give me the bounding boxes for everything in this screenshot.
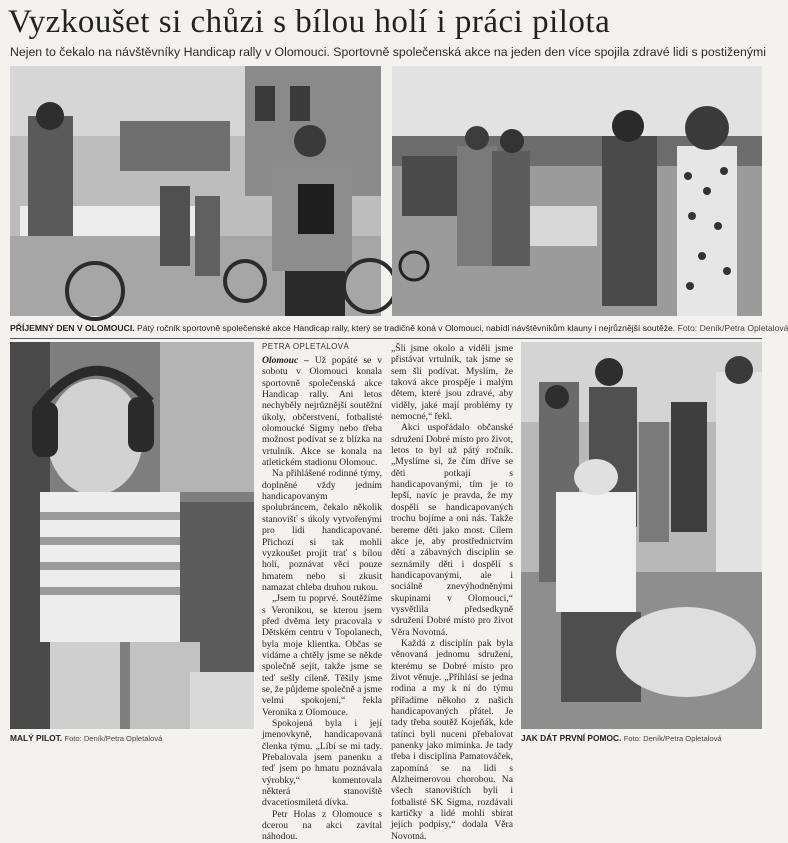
byline: PETRA OPLETALOVÁ — [262, 342, 350, 351]
article-column-1 — [262, 355, 382, 843]
top-caption-text: Pátý ročník sportovně společenské akce Handicap rally, který se tradičně koná v Olomouci, nabídl návštěvníkům klauny i nejrůznější soutěže. — [137, 323, 676, 333]
left-caption-label: MALÝ PILOT. — [10, 733, 63, 743]
photo-rally-stands — [10, 66, 381, 316]
col1-paragraph-4: Spokojená byla i její jmenovkyně, handicapovaná členka týmu. „Líbí se mi tady. Přebalovala jsem panenku a teď jsem po hmatu poznávala výrobky,“ komentovala některá stanoviště dvacetiosmiletá dívka. — [262, 718, 382, 809]
right-photo-caption — [521, 733, 722, 743]
top-caption-label: PŘÍJEMNÝ DEN V OLOMOUCI. — [10, 323, 135, 333]
dateline: Olomouc – — [262, 355, 309, 366]
col2-paragraph-1: „Šli jsme okolo a viděli jsme přistávat vrtulník, tak jsme se sem šli podívat. Myslím, že taková akce prospěje i malým dětem, které jsou zdravé, aby viděly, jaké mají problémy ty nemocné,“ řekl. — [391, 343, 513, 423]
top-caption-credit: Foto: Deník/Petra Opletalová — [677, 323, 788, 333]
article-column-2 — [391, 343, 513, 842]
left-caption-credit: Foto: Deník/Petra Opletalová — [64, 734, 163, 743]
col1-paragraph-1: Už popáté se v sobotu v Olomouci konala sportovně společenská akce Handicap rally. Ani letos nechyběly nejrůznější soutěžní úkoly, občerstvení, fotbalisté olomoucké Sigmy nebo třeba možnost podívat se z blízka na vrtulník. Akce se konala na atletickém stadionu Olomouc. — [262, 355, 382, 469]
col2-paragraph-2: Akci uspořádalo občanské sdružení Dobré místo pro život, letos to byl už pátý ročník. „Myslíme si, že čím dříve se děti potkají s handicapovanými, tím je to lepší, navíc je pravda, že my dospělí se handicapovaných trochu bojíme a oni nás. Takže bereme děti jako most. Cílem akce je, aby prostřednictvím dětí a zábavných disciplín se seznámily děti i dospělí s handicapovanými, ale i sociálně znevýhodněnými skupinami v Olomouci,“ vysvětlila předsedkyně sdružení Dobré místo pro život Věra Novotná. — [391, 422, 513, 638]
col1-paragraph-5: Petr Holas z Olomouce s dcerou na akci zavítal náhodou. — [262, 808, 382, 843]
divider — [10, 338, 762, 339]
photo-little-pilot — [10, 342, 254, 729]
right-caption-label: JAK DÁT PRVNÍ POMOC. — [521, 733, 622, 743]
headline: Vyzkoušet si chůzi s bílou holí i práci pilota — [8, 4, 611, 40]
photo-clowns — [392, 66, 762, 316]
col1-paragraph-3: „Jsem tu poprvé. Soutěžíme s Veronikou, se kterou jsem před dvěma lety pracovala v Dětském centru v Topolanech, byla moje klientka. Občas se vídáme a chtěly jsme se někde společně sejít, takže jsme se teď sešly cíleně. Těšily jsme se, že půjdeme společně a jsme velmi spokojeni,“ řekla Veronika z Olomouce. — [262, 593, 382, 718]
col2-paragraph-3: Každá z disciplín pak byla věnovaná jednomu sdružení, kterému se Dobré místo pro život věnuje. „Přihlásí se jedna rodina a my k ní do týmu přiřadíme někoho z našich handicapovaných přátel. Je tady třeba soutěž Kojeňák, kde tatínci byli nuceni přebalovat panenky jako miminka. Je tady třeba i disciplína Pamatováček, zapomíná se na lidi s Alzheimerovou chorobou. Na všech stanovištích byli i fotbalisté SK Sigma, rozdávali kartičky a lidé mohli sbírat jejich podpisy,“ dodala Věra Novotná. — [391, 637, 513, 842]
photo-first-aid — [521, 342, 762, 729]
top-photo-caption — [10, 319, 788, 337]
right-caption-credit: Foto: Deník/Petra Opletalová — [623, 734, 722, 743]
col1-paragraph-2: Na přihlášené rodinné týmy, doplněné vždy jedním handicapovaným spolubráncem, čekalo několik stanovišť s úkoly vytvořenými pro lidi handicapované. Přichozí si tak mohli vyzkoušet projít trať s bílou holí, poznávat věci pouze hmatem nebo si zkusit namazat chleba druhou rukou. — [262, 468, 382, 593]
left-photo-caption — [10, 733, 162, 743]
lead-paragraph: Nejen to čekalo na návštěvníky Handicap rally v Olomouci. Sportovně společenská akce na jeden den více spojila zdravé lidi s postiženými — [10, 45, 766, 59]
